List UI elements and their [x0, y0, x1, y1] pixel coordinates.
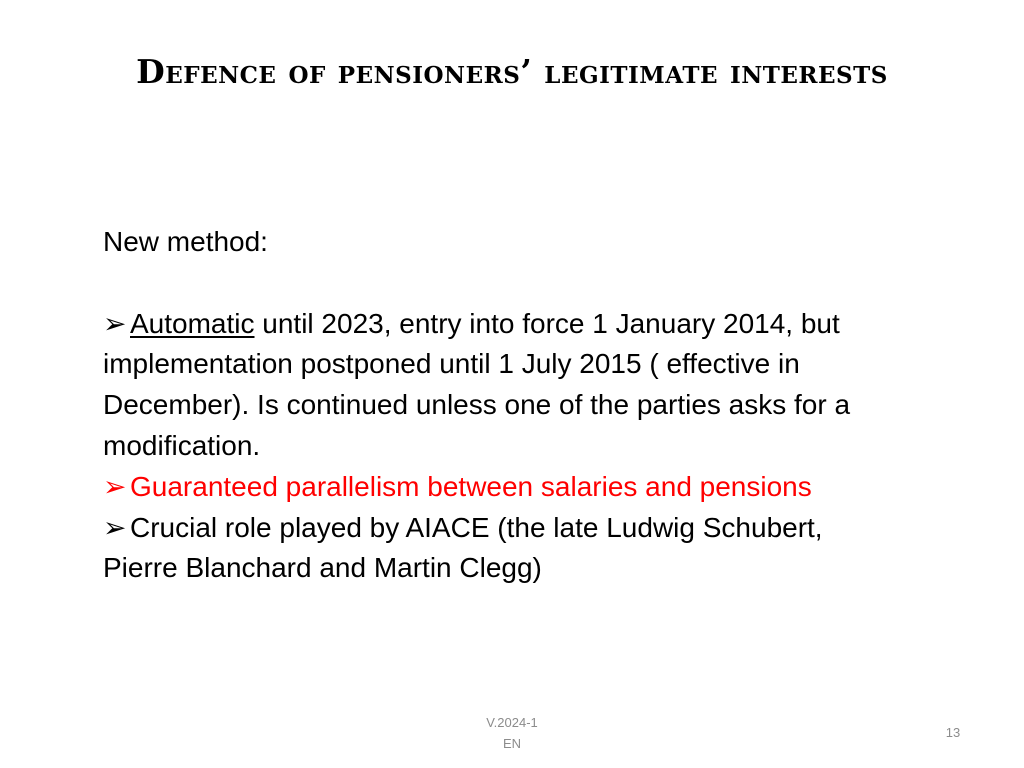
bullet-automatic	[103, 304, 903, 467]
slide-body	[103, 222, 903, 589]
page-number: 13	[945, 725, 961, 740]
bullet-parallelism	[103, 467, 903, 508]
bullet-lead-automatic: Automatic	[130, 307, 255, 339]
arrow-bullet-icon: ➢	[103, 511, 127, 543]
intro-line: New method:	[103, 226, 268, 257]
slide-title: Defence of pensioners’ legitimate interests	[136, 52, 888, 91]
bullet-text-aiace-role: Crucial role played by AIACE (the late Ludwig Schubert, Pierre Blanchard and Martin Clegg)	[103, 511, 823, 584]
bullet-text-parallelism: Guaranteed parallelism between salaries and pensions	[130, 470, 812, 502]
version-label	[460, 712, 564, 754]
bullet-text-automatic: until 2023, entry into force 1 January 2014, but implementation postponed until 1 July 2015 ( effective in December). Is continued unless one of the parties asks for a modification.	[103, 307, 851, 461]
version-language: EN	[502, 736, 522, 751]
version-code: V.2024-1	[486, 715, 538, 730]
arrow-bullet-icon: ➢	[103, 470, 127, 502]
arrow-bullet-icon: ➢	[103, 307, 127, 339]
blank-line	[103, 263, 903, 304]
bullet-aiace-role	[103, 508, 903, 590]
